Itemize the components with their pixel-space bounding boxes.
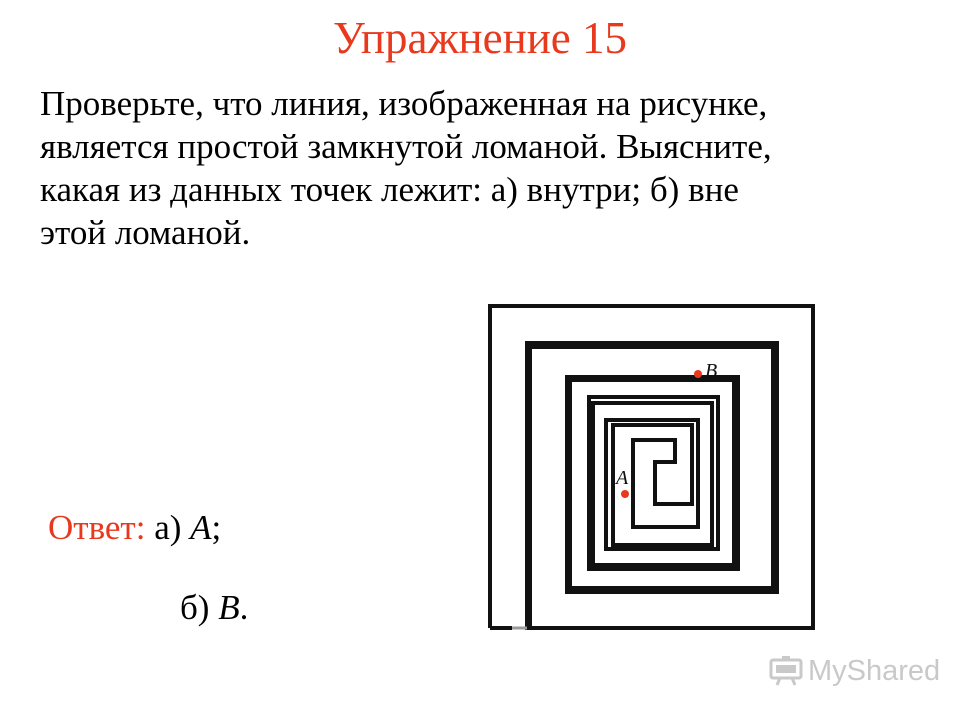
task-line: этой ломаной.: [40, 213, 251, 252]
projector-icon: [768, 656, 804, 686]
point-b-label: B: [705, 360, 718, 382]
answer-a-point: A: [190, 508, 212, 547]
task-line: Проверьте, что линия, изображенная на рисунке,: [40, 84, 768, 123]
answer-b-prefix: б): [180, 588, 210, 627]
watermark-logo: [768, 654, 940, 688]
answer-a-row: [48, 508, 221, 548]
answer-b-point: B: [218, 588, 240, 627]
task-text: [40, 82, 930, 254]
answer-b-row: [180, 588, 248, 628]
closed-polyline: [490, 306, 813, 630]
task-line: какая из данных точек лежит: а) внутри; б) вне: [40, 170, 739, 209]
slide-title: Упражнение 15: [333, 13, 627, 63]
point-b-dot: [694, 370, 702, 378]
answer-label: Ответ:: [48, 508, 146, 547]
point-a-label: A: [616, 467, 629, 489]
point-a-dot: [621, 490, 629, 498]
logo-text: MyShared: [808, 654, 941, 687]
answer-a-suffix: ;: [211, 508, 222, 547]
task-line: является простой замкнутой ломаной. Выясните,: [40, 127, 772, 166]
answer-a-prefix: а): [154, 508, 182, 547]
answer-b-suffix: .: [239, 588, 249, 627]
spiral-polyline-figure: [480, 296, 830, 636]
